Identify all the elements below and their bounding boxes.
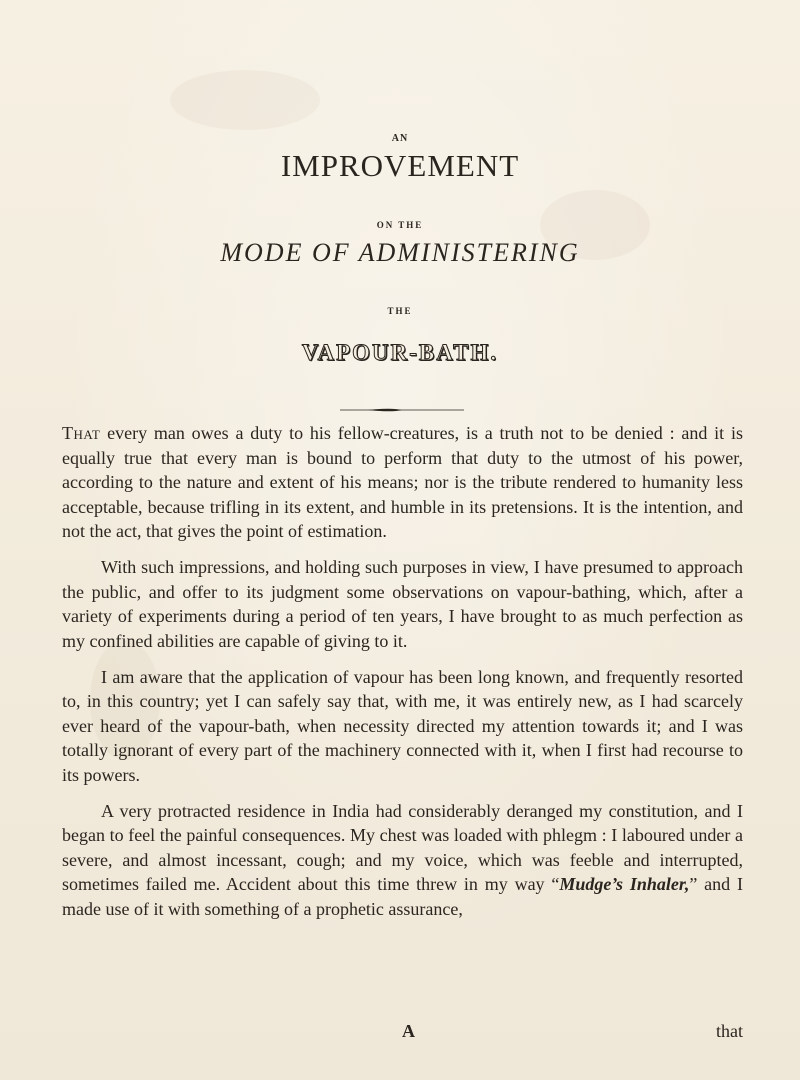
paragraph-4-text-end: ” and I made use of it with something of a prophetic assurance, [62,874,743,919]
title-on-the: ON THE [376,220,424,230]
paragraph-4-text-start: A very protracted residence in India had considerably deranged my constitution, and I began to feel the painful consequences. My chest was loaded with phlegm : I laboured under a severe, and almost incessant, cough; and my voice, which was feeble and interrupted, sometimes failed me. Accident about this time threw in my way “ [62,800,743,894]
catchword: that [716,1021,743,1041]
title-mode-line: MODE OF ADMINISTERING [220,238,580,267]
page-footer [0,1021,800,1047]
paragraph-1-text: every man owes a duty to his fellow-creatures, is a truth not to be denied : and it is equally true that every man is bound to perform that duty to the utmost of his power, according to the nature and extent of his means; nor is the tribute rendered to humanity less acceptable, because trifling in its extent, and humble in its pretensions. It is the intention, and not the act, that gives the point of estimation. [62,423,743,541]
paragraph-4-italic-title: Mudge’s Inhaler, [559,874,690,894]
body-text [62,421,743,921]
title-subject: VAPOUR-BATH. [301,340,499,365]
title-an: AN [391,133,409,144]
paragraph-3: I am aware that the application of vapour has been long known, and frequently resorted to, in this country; yet I can safely say that, with me, it was entirely new, as I had scarcely ever heard of the vapour-bath, when necessity directed my attention towards it; and I was totally ignorant of every part of the machinery connected with it, when I first had recourse to its powers. [62,666,743,785]
signature-mark: A [402,1021,415,1041]
paragraph-2: With such impressions, and holding such purposes in view, I have presumed to approach the public, and offer to its judgment some observations on vapour-bathing, which, after a variety of experiments during a period of ten years, I have brought to as much perfection as my confined abilities are capable of giving to it. [62,557,743,651]
title-main: IMPROVEMENT [280,148,520,183]
paragraph-1 [62,421,743,544]
title-the: THE [387,306,413,316]
paragraph-4 [62,799,743,922]
rule-swell [368,409,402,412]
paper-stain [170,70,320,130]
paragraph-opening-word: That [62,423,101,443]
ornamental-rule [340,407,464,413]
